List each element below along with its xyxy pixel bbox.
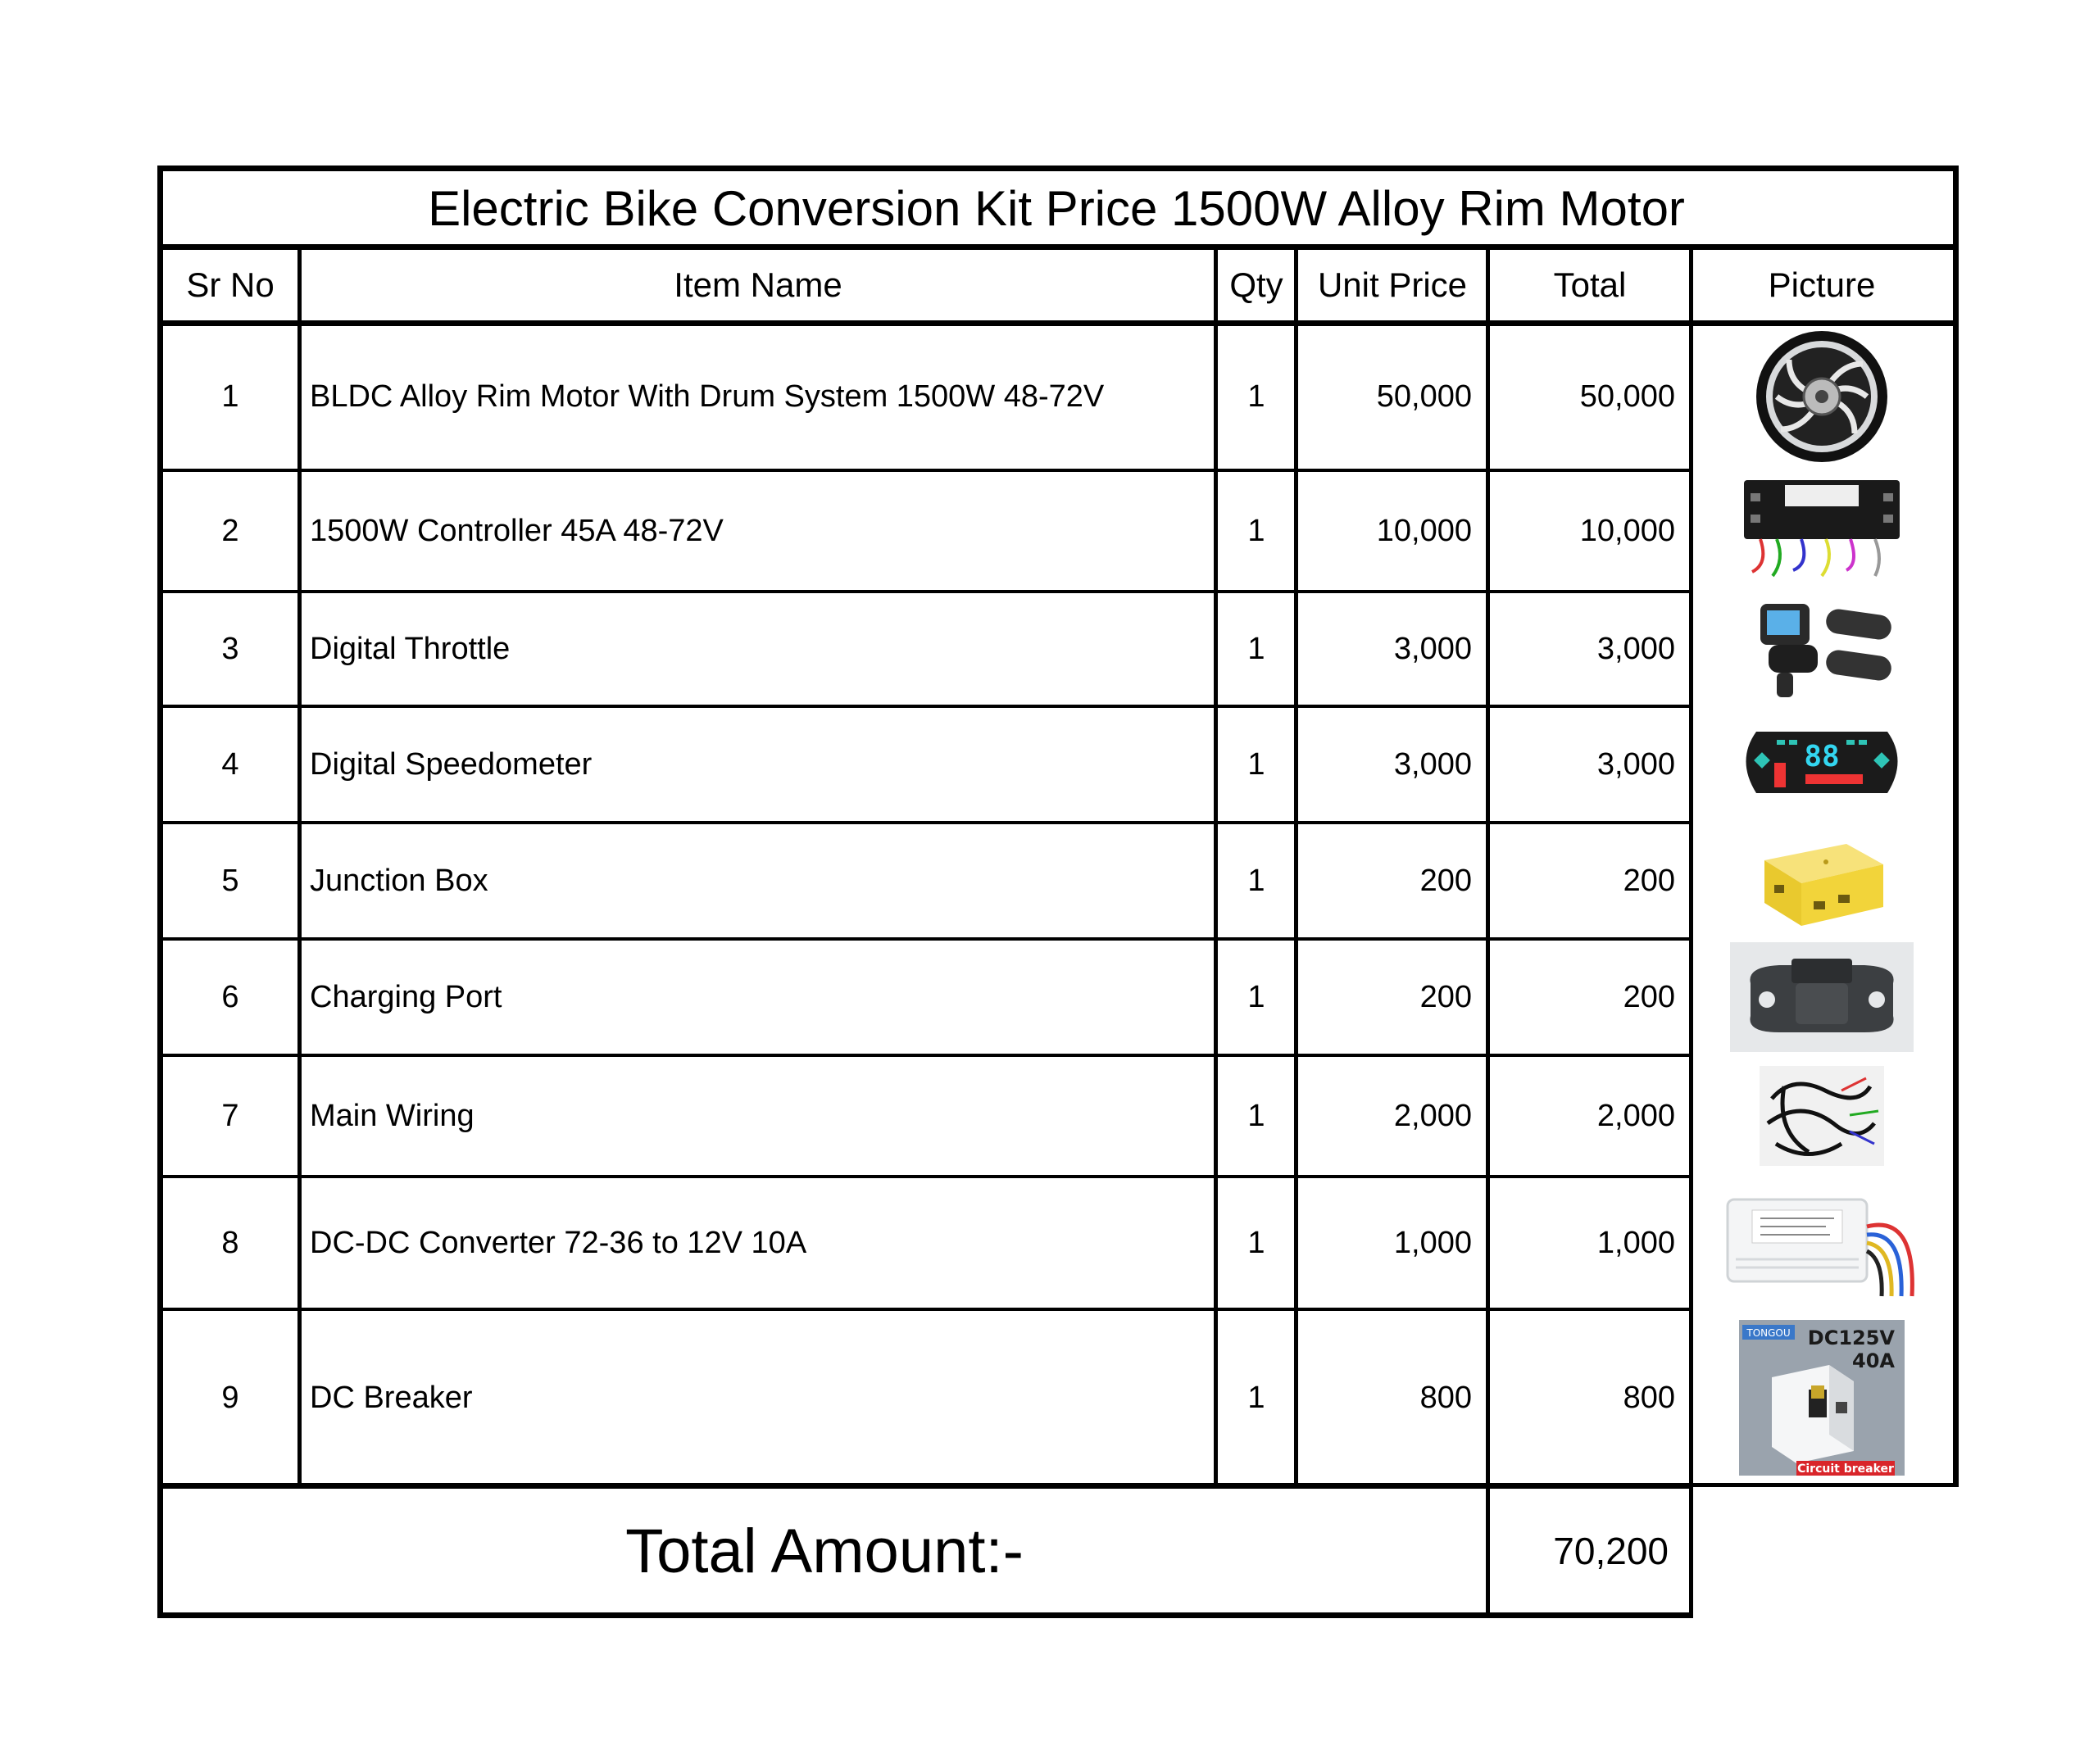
unit-price-cell: 1,000 bbox=[1393, 1225, 1472, 1260]
unit-price-cell: 800 bbox=[1419, 1380, 1472, 1415]
row-divider bbox=[157, 469, 1693, 472]
item-name-cell: Charging Port bbox=[310, 979, 502, 1014]
item-name-cell: Digital Speedometer bbox=[310, 746, 593, 782]
row-divider bbox=[157, 590, 1693, 593]
row-divider bbox=[157, 937, 1693, 941]
total-amount-label: Total Amount:- bbox=[625, 1516, 1024, 1586]
table-border-right bbox=[1953, 166, 1959, 1487]
item-name-cell: Main Wiring bbox=[310, 1098, 475, 1133]
header-picture: Picture bbox=[1768, 265, 1876, 304]
unit-price-cell: 3,000 bbox=[1393, 746, 1472, 782]
total-cell: 200 bbox=[1623, 979, 1675, 1014]
col-divider-unit bbox=[1486, 244, 1490, 1617]
breaker-current: 40A bbox=[1852, 1349, 1895, 1372]
breaker-rating: DC125V bbox=[1807, 1326, 1895, 1349]
total-top-border bbox=[157, 1483, 1693, 1489]
hub-motor-picture bbox=[1692, 323, 1952, 470]
qty-cell: 1 bbox=[1247, 979, 1265, 1014]
qty-cell: 1 bbox=[1247, 1225, 1265, 1260]
header-unit-price: Unit Price bbox=[1317, 265, 1468, 304]
sr-no-cell: 5 bbox=[221, 863, 239, 898]
table-border-top bbox=[157, 166, 1959, 171]
header-qty: Qty bbox=[1229, 265, 1283, 304]
item-name-cell: 1500W Controller 45A 48-72V bbox=[310, 513, 724, 548]
junction-box-picture bbox=[1692, 823, 1952, 939]
speedometer-picture bbox=[1692, 706, 1952, 823]
qty-cell: 1 bbox=[1247, 746, 1265, 782]
item-name-cell: DC-DC Converter 72-36 to 12V 10A bbox=[310, 1225, 807, 1260]
speedo-digits: 88 bbox=[1804, 740, 1840, 773]
col-divider-qty bbox=[1294, 244, 1298, 1485]
total-cell: 3,000 bbox=[1596, 746, 1675, 782]
controller-picture bbox=[1692, 470, 1952, 592]
row-divider bbox=[157, 705, 1693, 708]
total-bottom-border bbox=[157, 1612, 1693, 1618]
header-sr-no: Sr No bbox=[186, 265, 275, 304]
sr-no-cell: 6 bbox=[221, 979, 239, 1014]
dc-converter-picture bbox=[1692, 1177, 1952, 1309]
unit-price-cell: 3,000 bbox=[1393, 631, 1472, 666]
col-divider-sr bbox=[297, 244, 302, 1485]
unit-price-cell: 2,000 bbox=[1393, 1098, 1472, 1133]
unit-price-cell: 200 bbox=[1419, 979, 1472, 1014]
item-name-cell: DC Breaker bbox=[310, 1380, 473, 1415]
header-item-name: Item Name bbox=[674, 265, 842, 304]
row-divider bbox=[157, 1054, 1693, 1057]
total-cell: 10,000 bbox=[1579, 513, 1675, 548]
sr-no-cell: 1 bbox=[221, 379, 239, 414]
row-divider bbox=[157, 1308, 1693, 1311]
total-cell: 1,000 bbox=[1596, 1225, 1675, 1260]
throttle-picture bbox=[1692, 592, 1952, 706]
total-cell: 50,000 bbox=[1579, 379, 1675, 414]
table-border-left bbox=[157, 166, 163, 1618]
total-cell: 800 bbox=[1623, 1380, 1675, 1415]
sr-no-cell: 8 bbox=[221, 1225, 239, 1260]
col-divider-total bbox=[1689, 244, 1693, 1618]
total-cell: 3,000 bbox=[1596, 631, 1675, 666]
qty-cell: 1 bbox=[1247, 513, 1265, 548]
items-bottom-border bbox=[1692, 1483, 1959, 1487]
qty-cell: 1 bbox=[1247, 631, 1265, 666]
breaker-caption: Circuit breaker bbox=[1797, 1462, 1894, 1476]
qty-cell: 1 bbox=[1247, 379, 1265, 414]
item-name-cell: Digital Throttle bbox=[310, 631, 511, 666]
sr-no-cell: 3 bbox=[221, 631, 239, 666]
qty-cell: 1 bbox=[1247, 863, 1265, 898]
unit-price-cell: 200 bbox=[1419, 863, 1472, 898]
row-divider bbox=[157, 1175, 1693, 1178]
total-cell: 200 bbox=[1623, 863, 1675, 898]
total-amount-value: 70,200 bbox=[1553, 1530, 1669, 1572]
breaker-brand: TONGOU bbox=[1746, 1327, 1791, 1339]
charging-port-picture bbox=[1692, 939, 1952, 1055]
sr-no-cell: 7 bbox=[221, 1098, 239, 1133]
page-title: Electric Bike Conversion Kit Price 1500W Alloy Rim Motor bbox=[428, 180, 1685, 236]
unit-price-cell: 10,000 bbox=[1376, 513, 1472, 548]
col-divider-name bbox=[1214, 244, 1218, 1485]
wiring-picture bbox=[1692, 1055, 1952, 1177]
item-name-cell: BLDC Alloy Rim Motor With Drum System 1500W 48-72V bbox=[310, 379, 1105, 414]
total-cell: 2,000 bbox=[1596, 1098, 1675, 1133]
sr-no-cell: 2 bbox=[221, 513, 239, 548]
item-name-cell: Junction Box bbox=[310, 863, 488, 898]
breaker-picture bbox=[1692, 1309, 1952, 1486]
sr-no-cell: 9 bbox=[221, 1380, 239, 1415]
sr-no-cell: 4 bbox=[221, 746, 239, 782]
unit-price-cell: 50,000 bbox=[1376, 379, 1472, 414]
qty-cell: 1 bbox=[1247, 1380, 1265, 1415]
header-total: Total bbox=[1553, 265, 1627, 304]
qty-cell: 1 bbox=[1247, 1098, 1265, 1133]
row-divider bbox=[157, 821, 1693, 824]
